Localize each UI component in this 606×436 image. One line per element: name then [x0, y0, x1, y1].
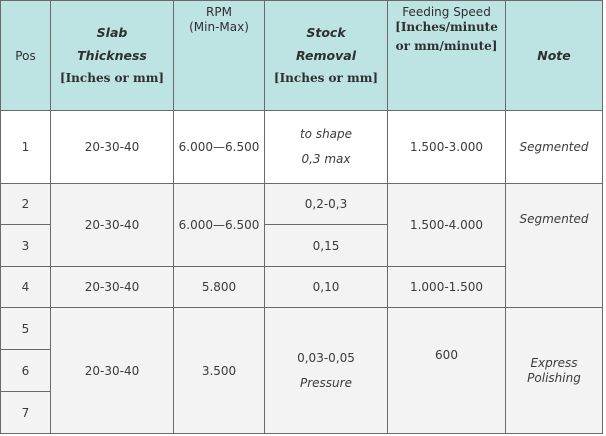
header-slab-line3: [Inches or mm]: [59, 71, 165, 85]
cell-removal: 0,10: [265, 267, 388, 308]
cell-pos: 2: [1, 184, 51, 225]
cell-pos: 1: [1, 111, 51, 184]
cell-rpm: 5.800: [174, 267, 265, 308]
cell-rpm: 6.000—6.500: [174, 111, 265, 184]
cell-feed: 1.000-1.500: [388, 267, 506, 308]
cell-thickness: 20-30-40: [51, 267, 174, 308]
header-slab-line2: Thickness: [77, 48, 147, 63]
cell-removal: [265, 111, 388, 184]
note-line1: Express: [530, 355, 578, 370]
header-removal-line3: [Inches or mm]: [273, 71, 379, 85]
header-rpm: [174, 1, 265, 111]
header-feeding-speed: [388, 1, 506, 111]
header-slab-line1: Slab: [96, 25, 128, 40]
cell-pos: 7: [1, 392, 51, 434]
header-feed-line2: [Inches/minute: [395, 20, 498, 34]
removal-line1: 0,03-0,05: [297, 350, 355, 365]
cell-note: Segmented: [506, 111, 603, 184]
cell-note: [506, 308, 603, 434]
removal-line2: 0,3 max: [301, 152, 351, 166]
header-removal-line2: Removal: [296, 48, 356, 63]
cell-feed: 1.500-3.000: [388, 111, 506, 184]
cell-feed: 1.500-4.000: [388, 184, 506, 267]
cell-note: Segmented: [506, 184, 603, 308]
cell-thickness: 20-30-40: [51, 308, 174, 434]
cell-pos: 6: [1, 350, 51, 392]
cell-pos: 3: [1, 225, 51, 267]
header-feed-line3: or mm/minute]: [395, 39, 498, 53]
header-pos: Pos: [1, 1, 51, 111]
cell-rpm: 6.000—6.500: [174, 184, 265, 267]
cell-removal: [265, 308, 388, 434]
table-row-2: [1, 184, 603, 225]
header-row: [1, 1, 603, 111]
header-slab-thickness: [51, 1, 174, 111]
cell-thickness: 20-30-40: [51, 184, 174, 267]
header-rpm-line1: RPM: [206, 5, 232, 19]
cell-removal: 0,2-0,3: [265, 184, 388, 225]
header-stock-removal: [265, 1, 388, 111]
header-removal-line1: Stock: [306, 25, 346, 40]
cell-pos: 4: [1, 267, 51, 308]
cell-rpm: 3.500: [174, 308, 265, 434]
header-feed-line1: Feeding Speed: [402, 5, 491, 19]
table-row-1: [1, 111, 603, 184]
cell-removal: 0,15: [265, 225, 388, 267]
cell-pos: 5: [1, 308, 51, 350]
removal-line1: to shape: [299, 127, 353, 141]
header-note: Note: [506, 1, 603, 111]
note-line2: Polishing: [527, 370, 581, 385]
header-rpm-line2: (Min-Max): [189, 20, 249, 34]
cell-thickness: 20-30-40: [51, 111, 174, 184]
removal-line2: Pressure: [300, 375, 352, 390]
cell-feed: 600: [388, 308, 506, 434]
table-row-5: [1, 308, 603, 350]
